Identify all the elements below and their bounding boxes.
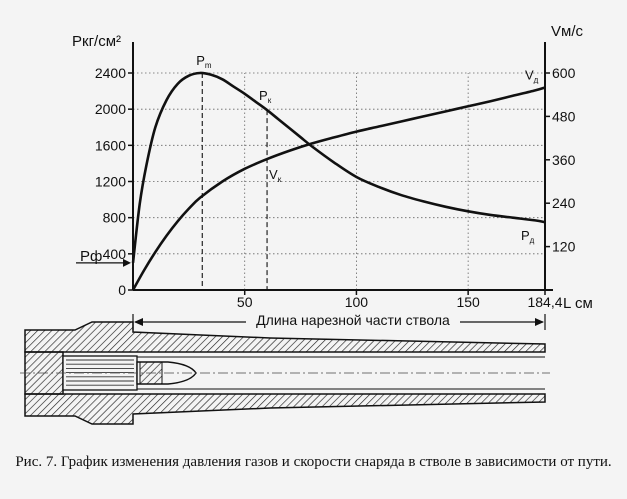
y-right-tick-label: 480	[552, 108, 576, 125]
y-left-tick-label: 1600	[94, 137, 126, 154]
annotation-label: $P_д$	[521, 228, 535, 246]
y-left-tick-label: 0	[118, 282, 126, 298]
annotation-label: $P_m$	[196, 53, 212, 70]
x-axis-title: L см	[563, 295, 593, 312]
annotation-label: $V_к$	[269, 167, 282, 185]
y-right-axis-title: Vм/с	[551, 23, 583, 40]
x-tick-label: 184,4	[527, 294, 563, 310]
figure-caption: Рис. 7. График изменения давления газов и скорости снаряда в стволе в зависимости от пути.	[15, 454, 612, 470]
x-tick-label: 100	[344, 294, 369, 310]
x-tick-label: 150	[456, 294, 480, 310]
y-right-tick-label: 360	[552, 151, 576, 168]
range-label: Длина нарезной части ствола	[256, 312, 450, 328]
y-right-tick-label: 240	[552, 195, 576, 212]
annotation-label: $V_д$	[525, 67, 539, 85]
y-left-tick-label: 400	[102, 245, 126, 262]
y-left-axis-title: Pкг/см²	[72, 33, 122, 50]
y-right-tick-label: 600	[552, 65, 576, 81]
pf-label: Pф	[80, 247, 103, 265]
y-right-tick-label: 120	[552, 238, 576, 255]
x-tick-label: 50	[236, 294, 253, 310]
annotation-label: $P_к$	[259, 88, 272, 106]
y-left-tick-label: 1200	[94, 173, 126, 190]
y-left-tick-label: 2400	[94, 65, 126, 81]
y-left-tick-label: 800	[102, 209, 126, 226]
y-left-tick-label: 2000	[94, 101, 126, 118]
